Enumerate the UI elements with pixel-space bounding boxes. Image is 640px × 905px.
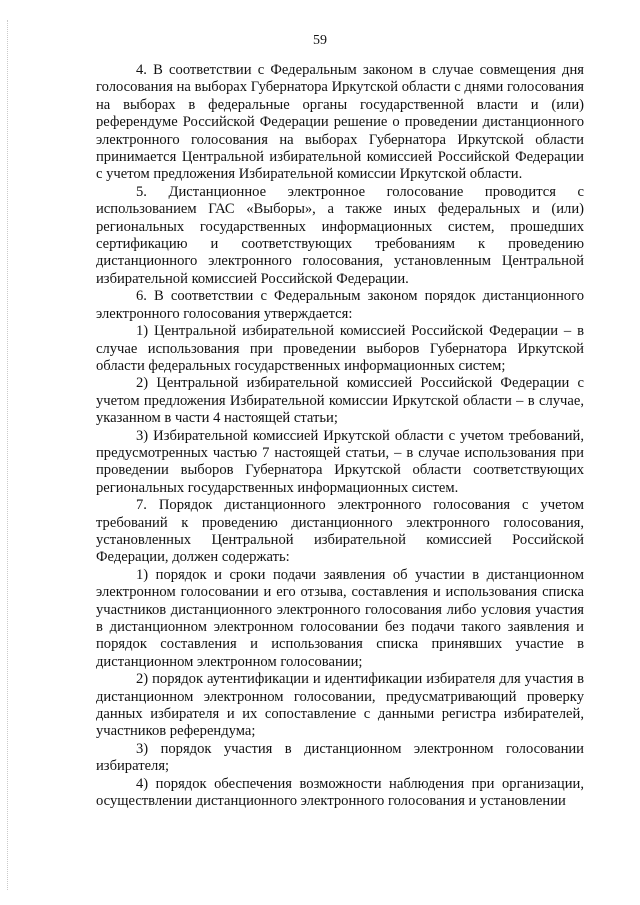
page-number: 59 bbox=[313, 33, 327, 48]
paragraph-part-4: 4. В соответствии с Федеральным законом в случае совмещения дня голосования на выборах Губернатора Иркутской области с днями голосования на выборах в федеральные органы государственной власти и (или) референдуме Российской Федерации решение о проведении дистанционного электронного голосования на выборах Губернатора Иркутской области принимается Центральной избирательной комиссией Российской Федерации с учетом предложения Избирательной комиссии Иркутской области. bbox=[96, 62, 584, 183]
paragraph-part-7: 7. Порядок дистанционного электронного голосования с учетом требований к проведению дистанционного электронного голосования, установленных Центральной избирательной комиссией Российской Федерации, должен содержать: bbox=[96, 497, 584, 566]
paragraph-part-5: 5. Дистанционное электронное голосование проводится с использованием ГАС «Выборы», а также иных федеральных и (или) региональных государственных информационных систем, прошедших сертификацию и соответствующих требованиям к проведению дистанционного электронного голосования, установленным Центральной избирательной комиссией Российской Федерации. bbox=[96, 183, 584, 287]
paragraph-part-7-item-2: 2) порядок аутентификации и идентификации избирателя для участия в дистанционном электронном голосовании, предусматривающий проверку данных избирателя и их сопоставление с данными регистра избирателей, участников референдума; bbox=[96, 671, 584, 740]
paragraph-part-7-item-3: 3) порядок участия в дистанционном электронном голосовании избирателя; bbox=[96, 740, 584, 775]
paragraph-part-6-item-1: 1) Центральной избирательной комиссией Российской Федерации – в случае использования при проведении выборов Губернатора Иркутской области федеральных государственных информационных систем; bbox=[96, 323, 584, 374]
paragraph-part-7-item-4: 4) порядок обеспечения возможности наблюдения при организации, осуществлении дистанционного электронного голосования и установлении bbox=[96, 775, 584, 810]
document-body bbox=[96, 62, 584, 810]
paragraph-part-6: 6. В соответствии с Федеральным законом порядок дистанционного электронного голосования утверждается: bbox=[96, 288, 584, 322]
paragraph-part-6-item-3: 3) Избирательной комиссией Иркутской области с учетом требований, предусмотренных частью 7 настоящей статьи, – в случае использования при проведении выборов Губернатора Иркутской области соответствующих региональных государственных информационных систем. bbox=[96, 427, 584, 496]
scan-margin-marks bbox=[7, 20, 11, 890]
paragraph-part-6-item-2: 2) Центральной избирательной комиссией Российской Федерации с учетом предложения Избирательной комиссии Иркутской области – в случае, указанном в части 4 настоящей статьи; bbox=[96, 375, 584, 427]
paragraph-part-7-item-1: 1) порядок и сроки подачи заявления об участии в дистанционном электронном голосовании и его отзыва, составления и использования списка участников дистанционного электронного голосования либо условия участия в дистанционном электронном голосовании без подачи такого заявления и порядок составления и использования списка принявших участие в дистанционном электронном голосовании; bbox=[96, 566, 584, 670]
